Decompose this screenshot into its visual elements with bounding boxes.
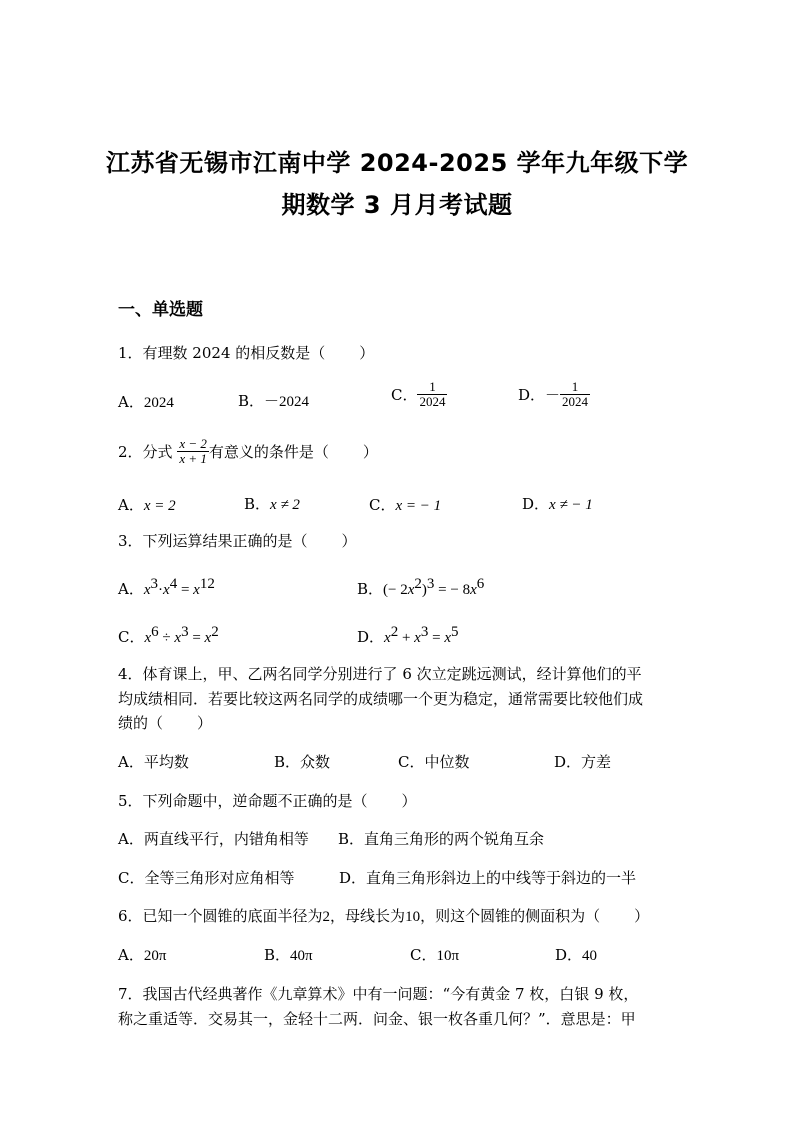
variable: x	[444, 630, 451, 646]
question-4-option-b: B．众数	[274, 753, 331, 771]
question-6-text: 6．已知一个圆锥的底面半径为	[118, 907, 323, 925]
fraction-denominator: 2024	[419, 394, 446, 409]
question-2-text-post: 有意义的条件是（	[208, 443, 329, 461]
question-7-line-1: 7．我国古代经典著作《九章算术》中有一问题：“今有黄金 7 枚，白银 9 枚，	[118, 985, 639, 1003]
question-2-option-b	[244, 493, 300, 514]
exponent: 6	[151, 624, 159, 640]
question-5-option-b: B．直角三角形的两个锐角互余	[338, 830, 545, 848]
question-4-text: 绩的（	[118, 714, 164, 732]
variable: x	[204, 630, 212, 646]
minus-sign: －	[545, 388, 561, 404]
variable: x	[143, 582, 151, 598]
question-5-text: 5．下列命题中，逆命题不正确的是（	[118, 792, 368, 810]
question-6-text-mid: ，母线长为	[330, 907, 406, 925]
option-label: A．	[118, 580, 144, 598]
option-label: B．	[357, 580, 384, 598]
question-1-text: 1．有理数 2024 的相反数是（	[118, 344, 326, 362]
option-label: D．	[357, 628, 385, 646]
exponent: 3	[150, 576, 159, 592]
option-value: x = 2	[143, 498, 176, 514]
option-value: x ≠ 2	[270, 497, 300, 513]
option-value: 40π	[290, 948, 313, 964]
question-5-stem	[118, 790, 417, 811]
question-1-stem	[118, 342, 374, 363]
question-5-close: ）	[401, 792, 417, 810]
question-4-option-d: D．方差	[554, 753, 612, 771]
variable: x	[144, 630, 152, 646]
option-label: C．	[369, 496, 396, 514]
operator: +	[398, 630, 415, 646]
question-6-text-post: ，则这个圆锥的侧面积为（	[420, 907, 601, 925]
option-label: D．	[518, 386, 546, 404]
question-6-option-d	[555, 944, 597, 965]
question-4-line-1: 4．体育课上，甲、乙两名同学分别进行了 6 次立定跳远测试，经计算他们的平	[118, 665, 642, 683]
fraction-numerator: 1	[429, 379, 436, 394]
exponent: 3	[426, 576, 435, 592]
question-3-option-c	[118, 626, 219, 647]
question-6-option-b	[264, 944, 313, 965]
question-1-close: ）	[359, 344, 375, 362]
question-1-option-c	[391, 380, 447, 409]
exponent: 3	[420, 624, 429, 640]
variable: x	[470, 582, 477, 598]
question-3-stem	[118, 530, 357, 551]
page-title-line-2: 期数学 3 月月考试题	[281, 191, 513, 219]
question-6-option-c	[410, 944, 459, 965]
operator: ·	[158, 582, 164, 598]
option-value: x = − 1	[395, 498, 442, 514]
option-value: 20π	[143, 948, 167, 964]
option-label: B．	[244, 495, 271, 513]
variable: x	[163, 582, 170, 598]
option-label: D．	[522, 495, 550, 513]
question-2-option-d	[522, 493, 593, 514]
option-value: 2024	[143, 395, 174, 411]
section-heading: 一、单选题	[118, 300, 203, 320]
fraction	[177, 437, 209, 466]
operator: ÷	[158, 630, 175, 646]
question-7-line-2: 称之重适等．交易其一，金轻十二两．问金、银一枚各重几何？”．意思是：甲	[118, 1010, 636, 1028]
question-3-option-b	[357, 578, 484, 599]
option-label: B．	[238, 392, 265, 410]
variable: x	[414, 630, 421, 646]
exponent: 6	[476, 576, 485, 592]
question-2-text: 2．分式	[118, 443, 173, 461]
variable: x	[174, 630, 182, 646]
option-value: 40	[582, 948, 598, 964]
option-label: C．	[410, 946, 437, 964]
question-5-option-d: D．直角三角形斜边上的中线等于斜边的一半	[339, 869, 637, 887]
question-4-line-2: 均成绩相同．若要比较这两名同学的成绩哪一个更为稳定，通常需要比较他们成	[118, 690, 644, 708]
exponent: 4	[169, 576, 178, 592]
expression-part: )	[421, 582, 427, 598]
option-label: A．	[118, 496, 144, 514]
exponent: 2	[414, 576, 422, 592]
question-2-option-c	[369, 494, 441, 515]
option-value: －2024	[264, 394, 310, 410]
radius-value: 2	[322, 909, 331, 925]
question-6-close: ）	[634, 907, 650, 925]
option-label: C．	[391, 386, 418, 404]
variable: x	[384, 630, 391, 646]
option-label: B．	[264, 946, 291, 964]
exponent: 12	[199, 576, 215, 592]
fraction	[417, 380, 447, 409]
option-label: A．	[118, 393, 144, 411]
operator: =	[428, 630, 445, 646]
question-3-text: 3．下列运算结果正确的是（	[118, 532, 308, 550]
question-4-line-3	[118, 712, 212, 733]
question-4-option-a: A．平均数	[118, 753, 189, 771]
question-2-close: ）	[362, 443, 378, 461]
question-4-option-c: C．中位数	[398, 753, 470, 771]
operator: =	[177, 582, 194, 598]
fraction-denominator: x + 1	[179, 451, 207, 466]
operator: =	[188, 630, 205, 646]
fraction	[560, 380, 590, 409]
option-value: 10π	[436, 948, 460, 964]
question-1-option-a	[118, 391, 174, 412]
question-3-option-d	[357, 626, 458, 647]
question-6-option-a	[118, 944, 166, 965]
option-label: A．	[118, 946, 144, 964]
question-3-close: ）	[341, 532, 357, 550]
option-label: D．	[555, 946, 583, 964]
question-1-option-d	[518, 380, 590, 409]
fraction-denominator: 2024	[562, 394, 589, 409]
option-label: C．	[118, 628, 145, 646]
exponent: 2	[211, 624, 219, 640]
exponent: 3	[181, 624, 189, 640]
question-4-close: ）	[197, 714, 213, 732]
question-5-option-c: C．全等三角形对应角相等	[118, 869, 295, 887]
exponent: 5	[450, 624, 459, 640]
question-1-option-b	[238, 390, 309, 411]
option-value: x ≠ − 1	[549, 497, 593, 513]
expression-part: = − 8	[434, 582, 471, 598]
variable: x	[193, 582, 200, 598]
question-2-stem	[118, 437, 378, 466]
expression-part: (− 2	[383, 582, 408, 598]
question-5-option-a: A．两直线平行，内错角相等	[118, 830, 309, 848]
question-2-option-a	[118, 494, 176, 515]
fraction-numerator: x − 2	[179, 436, 207, 451]
exponent: 2	[390, 624, 399, 640]
question-3-option-a	[118, 578, 215, 599]
question-6-stem	[118, 905, 649, 926]
variable: x	[407, 582, 415, 598]
page-title-line-1: 江苏省无锡市江南中学 2024-2025 学年九年级下学	[105, 149, 689, 177]
slant-length-value: 10	[405, 909, 421, 925]
fraction-numerator: 1	[571, 379, 579, 394]
